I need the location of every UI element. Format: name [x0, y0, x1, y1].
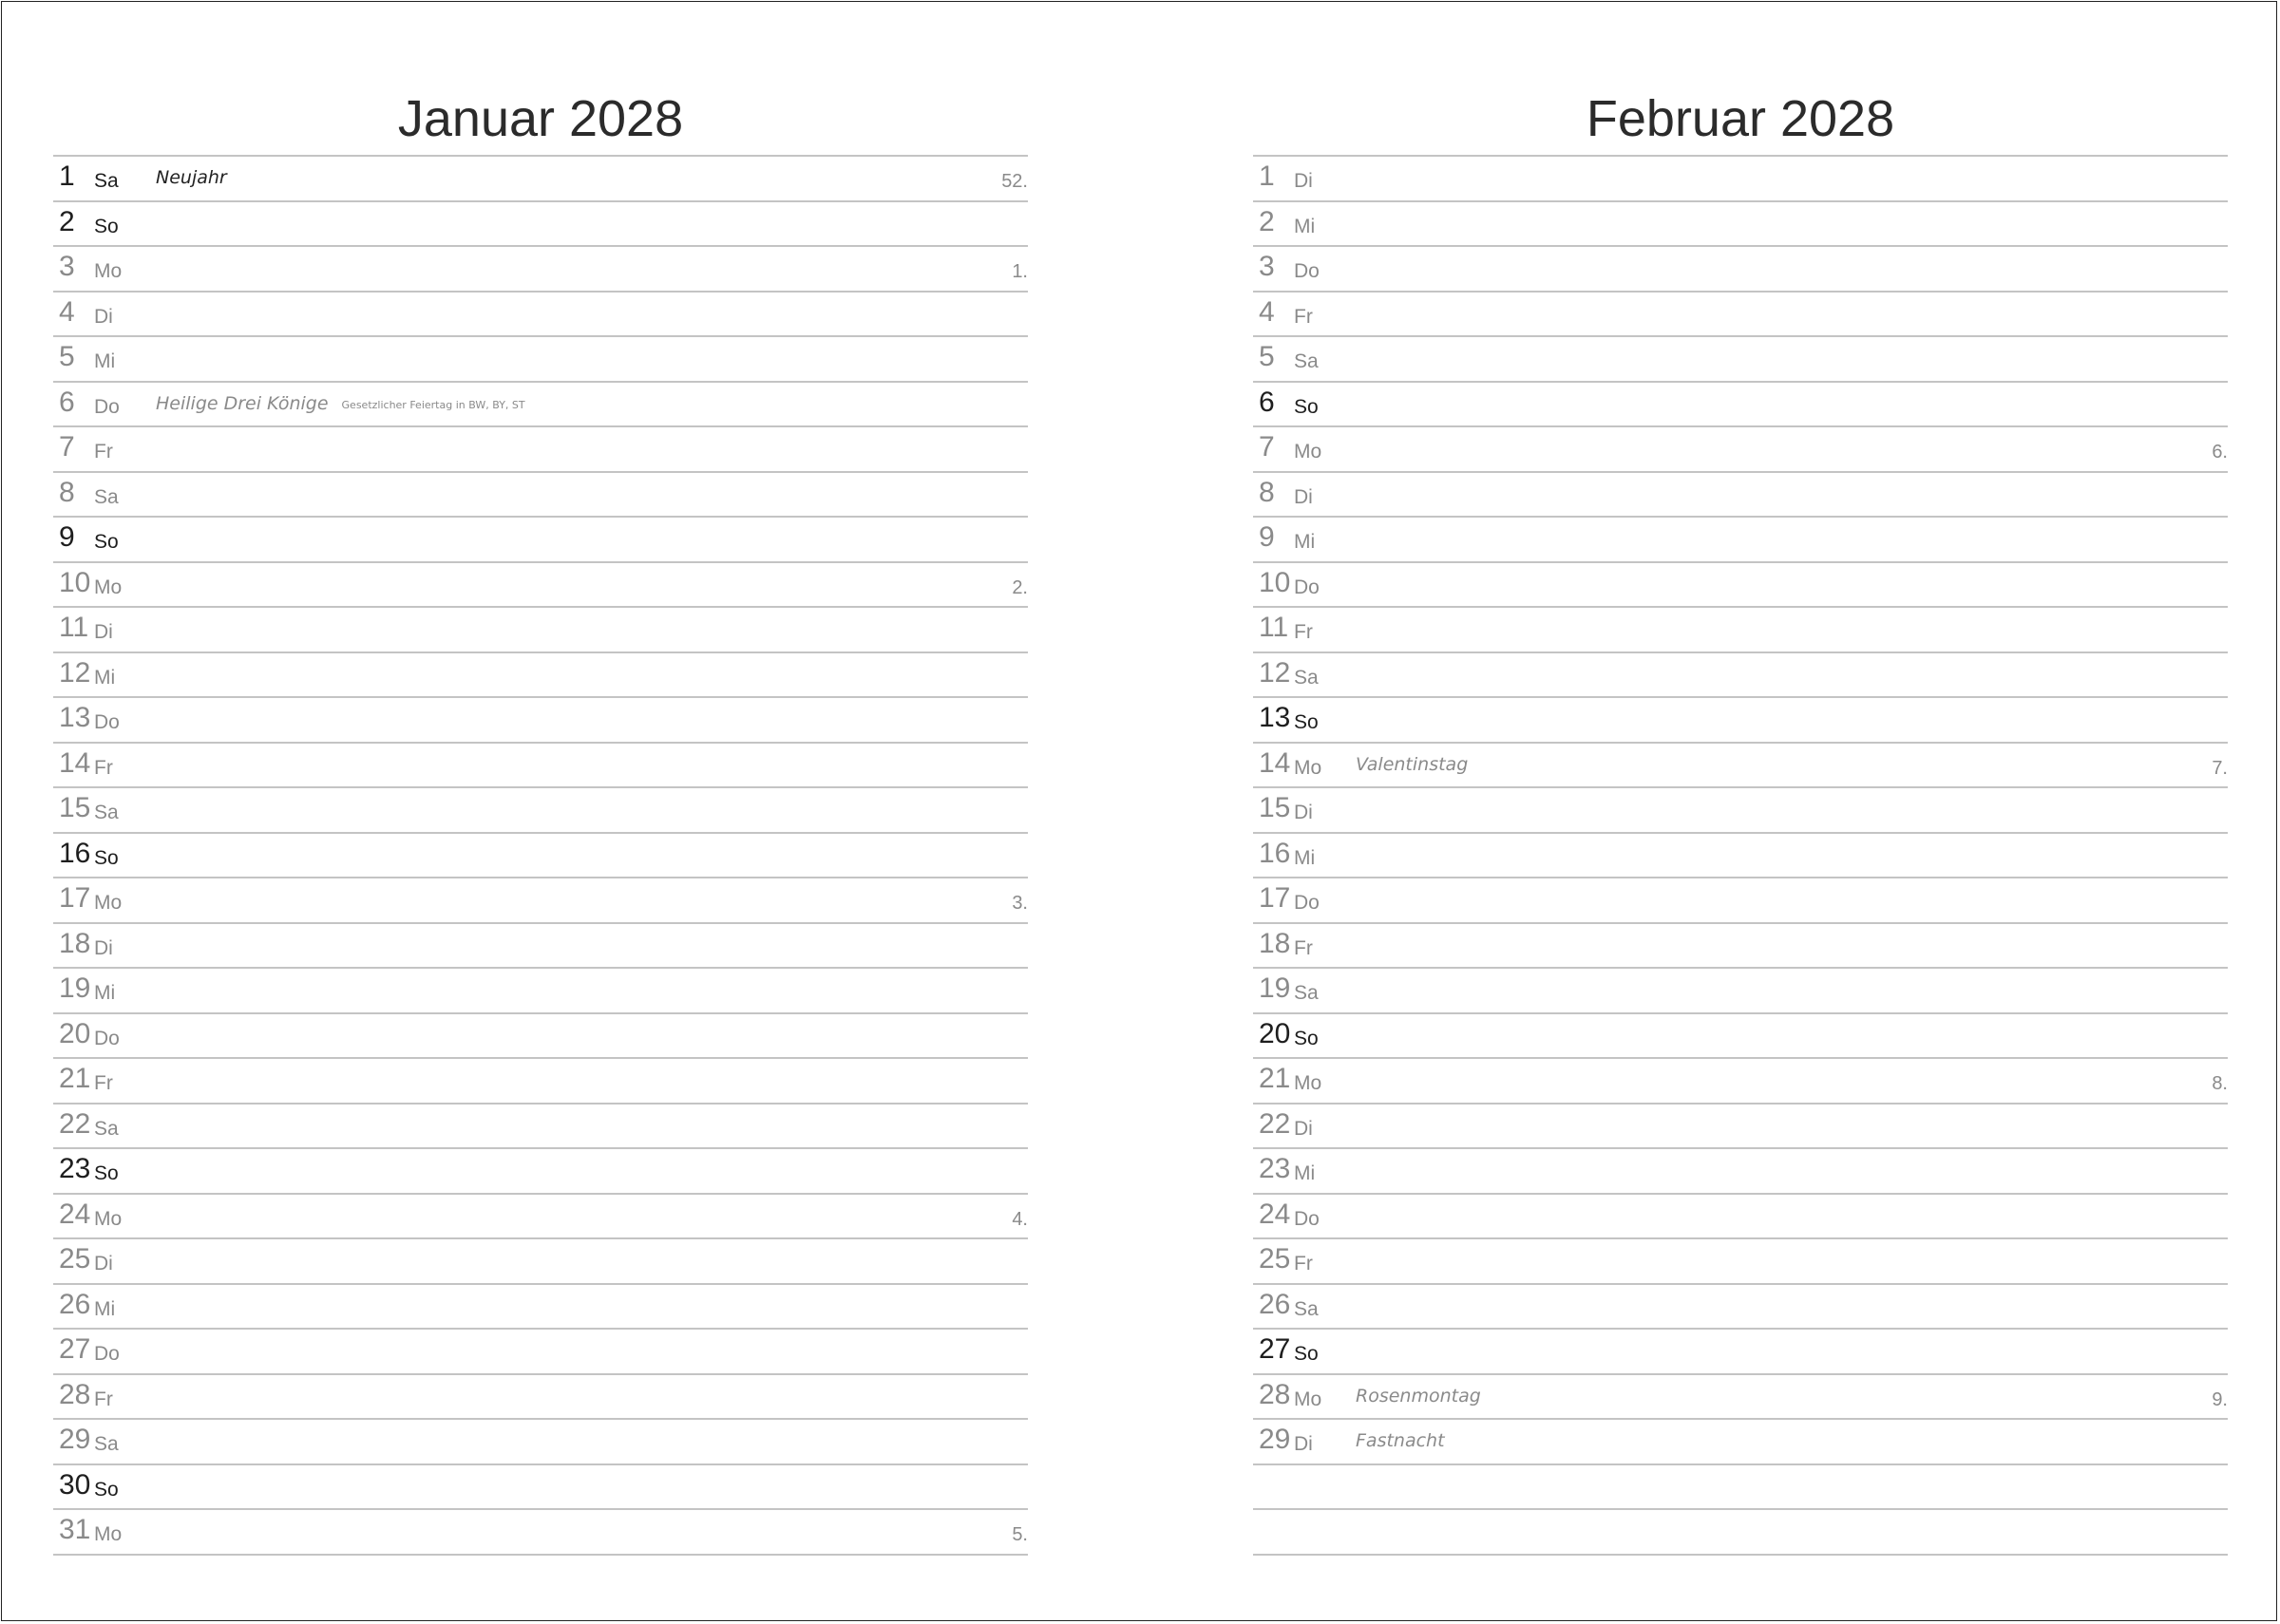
weekday-label: So — [1294, 1343, 1319, 1365]
weekday-label: Di — [1294, 802, 1313, 823]
day-row — [53, 1375, 1028, 1421]
day-row — [1253, 1059, 2228, 1105]
weekday-label: Sa — [94, 485, 119, 508]
day-number: 11 — [59, 612, 89, 643]
day-row — [53, 608, 1028, 653]
day-row — [53, 202, 1028, 248]
weekday-label: Fr — [94, 756, 113, 779]
day-number: 20 — [1259, 1017, 1291, 1049]
week-number: 52. — [1001, 171, 1028, 192]
day-row — [1253, 788, 2228, 834]
day-row — [1253, 1375, 2228, 1421]
day-row — [1253, 383, 2228, 428]
day-number: 19 — [59, 973, 91, 1004]
day-number: 12 — [1259, 656, 1291, 689]
holiday-label — [1356, 1385, 1481, 1407]
week-number: 1. — [1012, 261, 1028, 282]
day-number: 30 — [59, 1468, 91, 1501]
week-number: 4. — [1012, 1208, 1028, 1230]
weekday-label: Fr — [94, 1072, 113, 1094]
day-number: 26 — [1259, 1288, 1291, 1320]
day-row — [1253, 1285, 2228, 1331]
day-row — [53, 1195, 1028, 1240]
holiday-name: Heilige Drei Könige — [156, 392, 329, 414]
day-row — [1253, 473, 2228, 519]
day-row — [1253, 653, 2228, 699]
day-number: 9 — [59, 521, 75, 553]
holiday-label — [156, 169, 227, 187]
holiday-name: Fastnacht — [1356, 1430, 1445, 1451]
week-number: 5. — [1012, 1524, 1028, 1545]
day-row — [1253, 744, 2228, 789]
day-row — [1253, 698, 2228, 744]
weekday-label: Mi — [1294, 1162, 1316, 1184]
day-row — [1253, 1149, 2228, 1195]
day-row — [53, 1239, 1028, 1285]
day-number: 27 — [59, 1333, 91, 1365]
weekday-label: Di — [1294, 1433, 1313, 1455]
day-row — [1253, 1465, 2228, 1511]
day-row — [1253, 1330, 2228, 1375]
weekday-label: Di — [1294, 170, 1313, 192]
day-number: 21 — [1259, 1063, 1291, 1094]
day-number: 22 — [1259, 1107, 1291, 1140]
weekday-label: Fr — [1294, 1253, 1313, 1275]
day-number: 25 — [59, 1243, 91, 1275]
day-number: 11 — [1259, 612, 1289, 643]
day-row — [1253, 427, 2228, 473]
day-row — [1253, 834, 2228, 879]
day-row — [1253, 969, 2228, 1014]
weekday-label: Do — [94, 1027, 120, 1049]
weekday-label: Mi — [1294, 531, 1316, 553]
day-row — [53, 924, 1028, 970]
day-row — [1253, 1014, 2228, 1060]
weekday-label: Sa — [94, 802, 119, 823]
weekday-label: So — [1294, 711, 1319, 733]
day-number: 14 — [1259, 746, 1291, 779]
weekday-label: So — [94, 531, 119, 553]
day-number: 16 — [59, 837, 91, 869]
day-row — [1253, 202, 2228, 248]
day-number: 17 — [1259, 882, 1291, 914]
day-number: 13 — [1259, 702, 1291, 733]
holiday-label — [1356, 753, 1469, 775]
month-title: Februar 2028 — [1586, 90, 1895, 148]
day-row — [1253, 293, 2228, 338]
weekday-label: Mi — [1294, 215, 1316, 237]
day-row — [1253, 924, 2228, 970]
holiday-label — [1356, 1432, 1445, 1450]
day-number: 28 — [59, 1378, 91, 1410]
week-number: 6. — [2212, 442, 2228, 463]
day-number: 14 — [59, 746, 91, 779]
day-number: 31 — [59, 1514, 91, 1545]
weekday-label: Di — [94, 936, 113, 959]
day-row — [53, 247, 1028, 293]
day-row — [1253, 247, 2228, 293]
day-row — [53, 518, 1028, 563]
weekday-label: Mo — [94, 892, 123, 914]
weekday-label: Do — [94, 1343, 120, 1365]
week-number: 2. — [1012, 576, 1028, 598]
day-row — [53, 1059, 1028, 1105]
weekday-label: Do — [1294, 260, 1320, 282]
day-row — [53, 1105, 1028, 1150]
weekday-label: Di — [94, 621, 113, 643]
day-number: 5 — [1259, 341, 1275, 372]
day-number: 2 — [1259, 205, 1275, 237]
weekday-label: Mo — [94, 576, 123, 598]
day-number: 27 — [1259, 1333, 1291, 1365]
day-row — [53, 744, 1028, 789]
weekday-label: Mi — [94, 1297, 116, 1320]
weekday-label: Mo — [1294, 1072, 1322, 1094]
weekday-label: Mo — [1294, 441, 1322, 463]
weekday-label: Do — [1294, 576, 1320, 598]
day-number: 4 — [59, 295, 75, 328]
day-row — [1253, 1195, 2228, 1240]
day-number: 5 — [59, 341, 75, 372]
day-row — [1253, 1105, 2228, 1150]
day-number: 8 — [1259, 476, 1275, 508]
day-row — [53, 1149, 1028, 1195]
weekday-label: Mo — [94, 1523, 123, 1545]
day-number: 18 — [59, 927, 91, 959]
week-number: 3. — [1012, 893, 1028, 914]
weekday-label: Sa — [94, 1117, 119, 1140]
weekday-label: Di — [94, 305, 113, 328]
weekday-label: So — [94, 1478, 119, 1501]
weekday-label: Do — [94, 395, 120, 418]
week-number: 9. — [2212, 1388, 2228, 1410]
day-row — [53, 293, 1028, 338]
weekday-label: Do — [1294, 892, 1320, 914]
day-number: 6 — [1259, 386, 1275, 418]
day-list — [1253, 155, 2228, 1556]
day-number: 23 — [59, 1153, 91, 1184]
holiday-label — [156, 392, 525, 414]
day-row — [53, 383, 1028, 428]
day-number: 20 — [59, 1017, 91, 1049]
day-number: 21 — [59, 1063, 91, 1094]
day-row — [1253, 878, 2228, 924]
day-number: 6 — [59, 386, 75, 418]
weekday-label: Sa — [94, 1433, 119, 1455]
day-row — [1253, 1420, 2228, 1465]
day-number: 10 — [59, 566, 91, 598]
day-row — [1253, 337, 2228, 383]
day-number: 17 — [59, 882, 91, 914]
day-row — [1253, 518, 2228, 563]
day-number: 9 — [1259, 521, 1275, 553]
weekday-label: Fr — [94, 441, 113, 463]
weekday-label: So — [94, 846, 119, 869]
weekday-label: So — [94, 1162, 119, 1184]
day-number: 4 — [1259, 295, 1275, 328]
day-row — [1253, 563, 2228, 609]
day-row — [53, 1510, 1028, 1556]
day-number: 3 — [1259, 251, 1275, 282]
weekday-label: Do — [94, 711, 120, 733]
month-title: Januar 2028 — [397, 90, 684, 148]
day-number: 29 — [1259, 1424, 1291, 1455]
day-number: 1 — [59, 161, 75, 192]
weekday-label: Di — [94, 1253, 113, 1275]
holiday-name: Rosenmontag — [1356, 1385, 1481, 1407]
day-row — [53, 698, 1028, 744]
weekday-label: Mi — [1294, 846, 1316, 869]
day-row — [53, 473, 1028, 519]
day-number: 19 — [1259, 973, 1291, 1004]
weekday-label: Mo — [94, 260, 123, 282]
day-row — [1253, 1510, 2228, 1556]
day-number: 16 — [1259, 837, 1291, 869]
weekday-label: So — [94, 215, 119, 237]
day-number: 3 — [59, 251, 75, 282]
day-row — [53, 337, 1028, 383]
day-number: 23 — [1259, 1153, 1291, 1184]
weekday-label: Do — [1294, 1207, 1320, 1230]
week-number: 8. — [2212, 1073, 2228, 1094]
weekday-label: Mi — [94, 982, 116, 1004]
day-row — [53, 1465, 1028, 1511]
weekday-label: Mo — [1294, 756, 1322, 779]
day-row — [53, 878, 1028, 924]
day-number: 12 — [59, 656, 91, 689]
weekday-label: So — [1294, 1027, 1319, 1049]
day-row — [53, 969, 1028, 1014]
day-row — [53, 563, 1028, 609]
day-list — [53, 155, 1028, 1556]
weekday-label: Sa — [1294, 666, 1319, 689]
holiday-name: Valentinstag — [1356, 753, 1469, 775]
day-number: 10 — [1259, 566, 1291, 598]
day-number: 7 — [59, 431, 75, 463]
day-number: 29 — [59, 1424, 91, 1455]
holiday-name: Neujahr — [156, 167, 227, 188]
day-row — [53, 1330, 1028, 1375]
day-number: 13 — [59, 702, 91, 733]
weekday-label: Mi — [94, 666, 116, 689]
day-number: 8 — [59, 476, 75, 508]
day-number: 25 — [1259, 1243, 1291, 1275]
day-number: 15 — [1259, 792, 1291, 823]
weekday-label: So — [1294, 395, 1319, 418]
day-number: 1 — [1259, 161, 1275, 192]
weekday-label: Di — [1294, 485, 1313, 508]
day-row — [53, 1014, 1028, 1060]
weekday-label: Fr — [1294, 305, 1313, 328]
holiday-note: Gesetzlicher Feiertag in BW, BY, ST — [341, 398, 525, 411]
day-row — [53, 1420, 1028, 1465]
day-row — [53, 157, 1028, 202]
day-number: 24 — [59, 1198, 91, 1230]
day-number: 24 — [1259, 1198, 1291, 1230]
weekday-label: Fr — [1294, 936, 1313, 959]
day-row — [53, 834, 1028, 879]
weekday-label: Mo — [94, 1207, 123, 1230]
day-number: 26 — [59, 1288, 91, 1320]
weekday-label: Sa — [1294, 350, 1319, 372]
weekday-label: Fr — [94, 1388, 113, 1410]
day-row — [53, 1285, 1028, 1331]
weekday-label: Mi — [94, 350, 116, 372]
day-number: 28 — [1259, 1378, 1291, 1410]
weekday-label: Sa — [1294, 1297, 1319, 1320]
weekday-label: Di — [1294, 1117, 1313, 1140]
day-row — [1253, 1239, 2228, 1285]
week-number: 7. — [2212, 757, 2228, 779]
day-number: 18 — [1259, 927, 1291, 959]
weekday-label: Fr — [1294, 621, 1313, 643]
day-number: 15 — [59, 792, 91, 823]
weekday-label: Sa — [94, 170, 119, 192]
day-number: 22 — [59, 1107, 91, 1140]
day-row — [53, 653, 1028, 699]
day-number: 2 — [59, 205, 75, 237]
day-number: 7 — [1259, 431, 1275, 463]
weekday-label: Mo — [1294, 1388, 1322, 1410]
day-row — [1253, 157, 2228, 202]
day-row — [53, 427, 1028, 473]
weekday-label: Sa — [1294, 982, 1319, 1004]
day-row — [1253, 608, 2228, 653]
day-row — [53, 788, 1028, 834]
